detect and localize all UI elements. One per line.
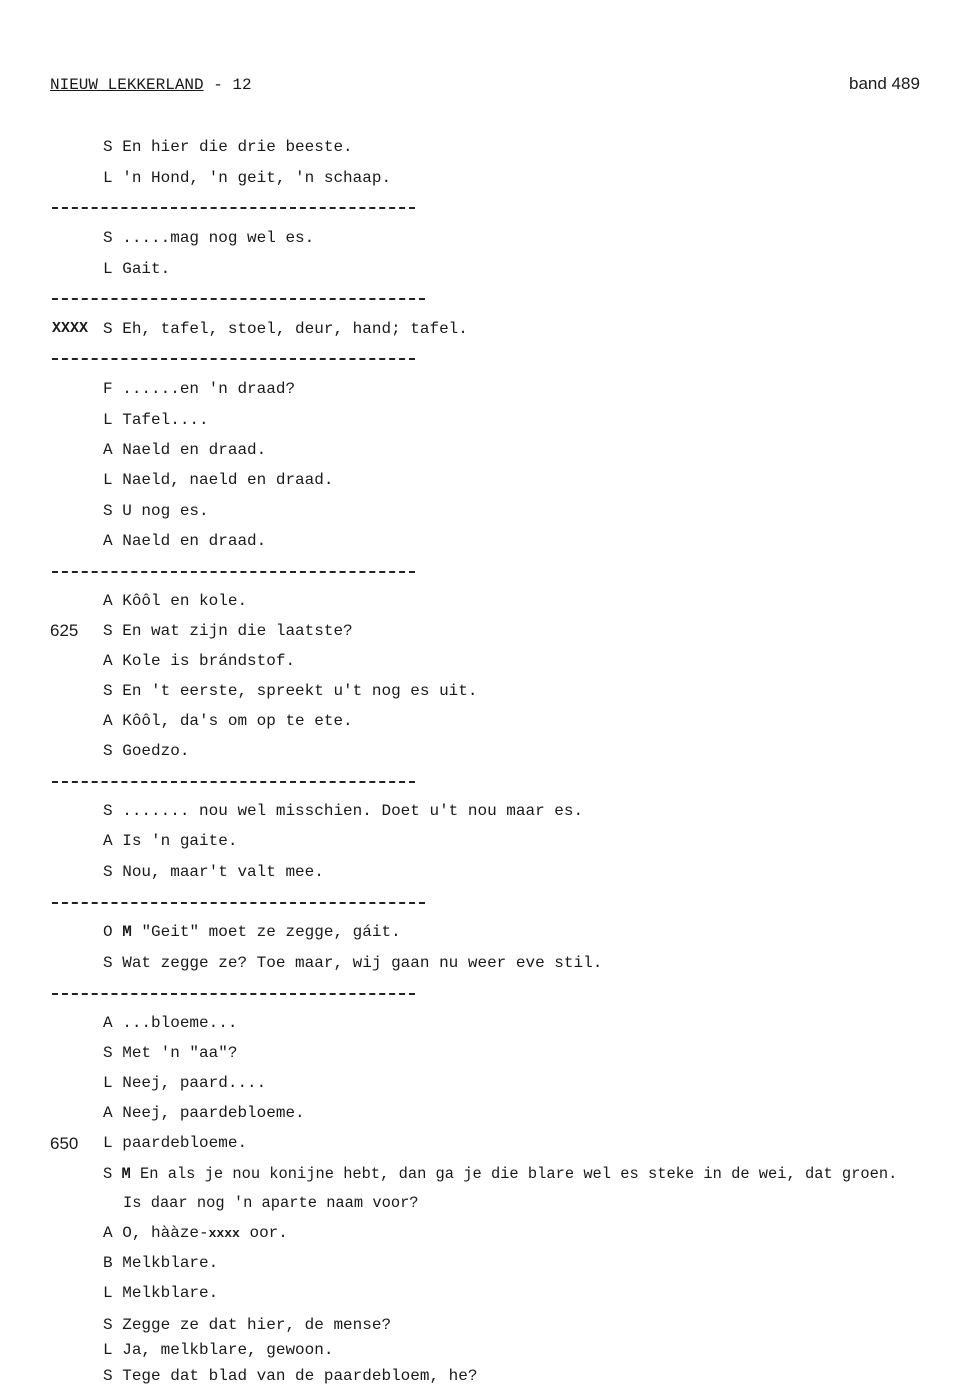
place-name: NIEUW LEKKERLAND — [50, 76, 204, 94]
transcript-continuation: Is daar nog 'n aparte naam voor? — [123, 1194, 419, 1212]
transcript-line — [103, 1341, 333, 1359]
separator-rule — [52, 298, 425, 300]
line-number: 625 — [50, 621, 79, 640]
utterance: Ja, melkblare, gewoon. — [122, 1341, 334, 1359]
transcript-line — [103, 954, 602, 972]
speaker: S — [103, 1316, 113, 1334]
transcript-line — [103, 471, 333, 489]
separator-rule — [52, 207, 415, 209]
transcript-line — [103, 1284, 218, 1302]
utterance: Tege dat blad van de paardebloem, he? — [122, 1367, 478, 1385]
utterance: Melkblare. — [122, 1284, 219, 1302]
transcript-line — [103, 742, 189, 760]
speaker: A — [103, 441, 113, 459]
utterance: Nou, maar't valt mee. — [122, 863, 324, 881]
tape-number: band 489 — [849, 74, 920, 93]
utterance: "Geit" moet ze zegge, gáit. — [141, 923, 401, 941]
speaker: A — [103, 832, 113, 850]
speaker: A — [103, 652, 113, 670]
transcript-line — [103, 441, 266, 459]
transcript-line — [103, 229, 314, 247]
speaker: L — [103, 471, 113, 489]
transcript-line — [103, 1254, 218, 1272]
speaker: S — [103, 954, 113, 972]
utterance: Goedzo. — [122, 742, 190, 760]
utterance: Is 'n gaite. — [122, 832, 238, 850]
utterance: Naeld en draad. — [122, 532, 267, 550]
transcript-line — [103, 260, 170, 278]
speaker: L — [103, 1284, 113, 1302]
utterance: Neej, paard.... — [122, 1074, 267, 1092]
speaker: S — [103, 502, 113, 520]
speaker: S — [103, 229, 113, 247]
utterance: Kole is brándstof. — [122, 652, 296, 670]
struck-letter: M — [121, 1165, 131, 1183]
speaker: A — [103, 1014, 113, 1032]
speaker: A — [103, 592, 113, 610]
transcript-line — [103, 320, 468, 338]
speaker: S — [103, 138, 113, 156]
speaker: S — [103, 1044, 113, 1062]
transcript-line — [103, 802, 583, 820]
utterance: Kôôl en kole. — [122, 592, 248, 610]
utterance: Neej, paardebloeme. — [122, 1104, 305, 1122]
transcript-line — [103, 682, 477, 700]
speaker: A — [103, 1104, 113, 1122]
speaker: L — [103, 169, 113, 187]
speaker: L — [103, 1074, 113, 1092]
utterance-tail: oor. — [239, 1224, 288, 1242]
utterance: .....mag nog wel es. — [122, 229, 315, 247]
line-number: 650 — [50, 1134, 79, 1153]
utterance: En wat zijn die laatste? — [122, 622, 353, 640]
speaker: S — [103, 1367, 113, 1385]
speaker: S — [103, 1165, 113, 1183]
separator-rule — [52, 993, 415, 995]
speaker: S — [103, 863, 113, 881]
transcript-line — [103, 1224, 288, 1242]
struck-letter: M — [122, 923, 132, 941]
speaker: S — [103, 622, 113, 640]
transcript-line — [103, 863, 324, 881]
speaker: A — [103, 712, 113, 730]
utterance: 'n Hond, 'n geit, 'n schaap. — [122, 169, 392, 187]
transcript-line — [103, 652, 295, 670]
speaker: F — [103, 380, 113, 398]
utterance: Melkblare. — [122, 1254, 219, 1272]
speaker: O — [103, 923, 113, 941]
separator-rule — [52, 781, 415, 783]
speaker: B — [103, 1254, 113, 1272]
struck-prefix: XXXX — [52, 320, 89, 337]
speaker: L — [103, 1341, 113, 1359]
transcript-line — [103, 592, 247, 610]
transcript-line — [103, 138, 353, 156]
utterance: En hier die drie beeste. — [122, 138, 353, 156]
utterance: Tafel.... — [122, 411, 209, 429]
utterance: Wat zegge ze? Toe maar, wij gaan nu weer eve stil. — [122, 954, 603, 972]
transcript-line — [103, 923, 401, 941]
speaker: S — [103, 742, 113, 760]
transcript-line — [103, 1044, 237, 1062]
speaker: S — [103, 320, 113, 338]
speaker: S — [103, 802, 113, 820]
transcript-line — [103, 532, 266, 550]
speaker: L — [103, 260, 113, 278]
transcript-line — [103, 169, 391, 187]
utterance: En 't eerste, spreekt u't nog es uit. — [122, 682, 478, 700]
utterance: ....... nou wel misschien. Doet u't nou maar es. — [122, 802, 584, 820]
speaker: A — [103, 532, 113, 550]
transcript-line — [103, 832, 237, 850]
utterance: ......en 'n draad? — [122, 380, 296, 398]
transcript-line — [103, 1134, 247, 1152]
transcript-line — [103, 1367, 477, 1385]
transcript-line — [103, 622, 353, 640]
utterance: Eh, tafel, stoel, deur, hand; tafel. — [122, 320, 468, 338]
utterance: Met 'n "aa"? — [122, 1044, 238, 1062]
utterance: Gait. — [122, 260, 171, 278]
speaker: L — [103, 1134, 113, 1152]
separator-rule — [52, 358, 415, 360]
transcript-line — [103, 1316, 391, 1334]
speaker: L — [103, 411, 113, 429]
separator-rule — [52, 902, 425, 904]
transcript-line — [103, 502, 209, 520]
speaker: A — [103, 1224, 113, 1242]
transcript-line — [103, 1165, 897, 1183]
speaker: S — [103, 682, 113, 700]
utterance: O, hààze- — [122, 1224, 209, 1242]
utterance: U nog es. — [122, 502, 209, 520]
utterance: Kôôl, da's om op te ete. — [122, 712, 353, 730]
transcript-line — [103, 380, 295, 398]
transcript-line — [103, 1074, 266, 1092]
transcript-line — [103, 1014, 237, 1032]
separator-rule — [52, 571, 415, 573]
transcript-line — [103, 1104, 305, 1122]
struck-word: xxxx — [208, 1226, 240, 1241]
transcript-line — [103, 712, 353, 730]
utterance: Naeld, naeld en draad. — [122, 471, 334, 489]
utterance: Zegge ze dat hier, de mense? — [122, 1316, 392, 1334]
utterance: ...bloeme... — [122, 1014, 238, 1032]
page-number: - 12 — [203, 76, 252, 94]
utterance: En als je nou konijne hebt, dan ga je die blare wel es steke in de wei, dat groen. — [140, 1165, 898, 1183]
utterance: Naeld en draad. — [122, 441, 267, 459]
transcript-line — [103, 411, 209, 429]
page-header-left — [50, 76, 252, 94]
utterance: paardebloeme. — [122, 1134, 248, 1152]
